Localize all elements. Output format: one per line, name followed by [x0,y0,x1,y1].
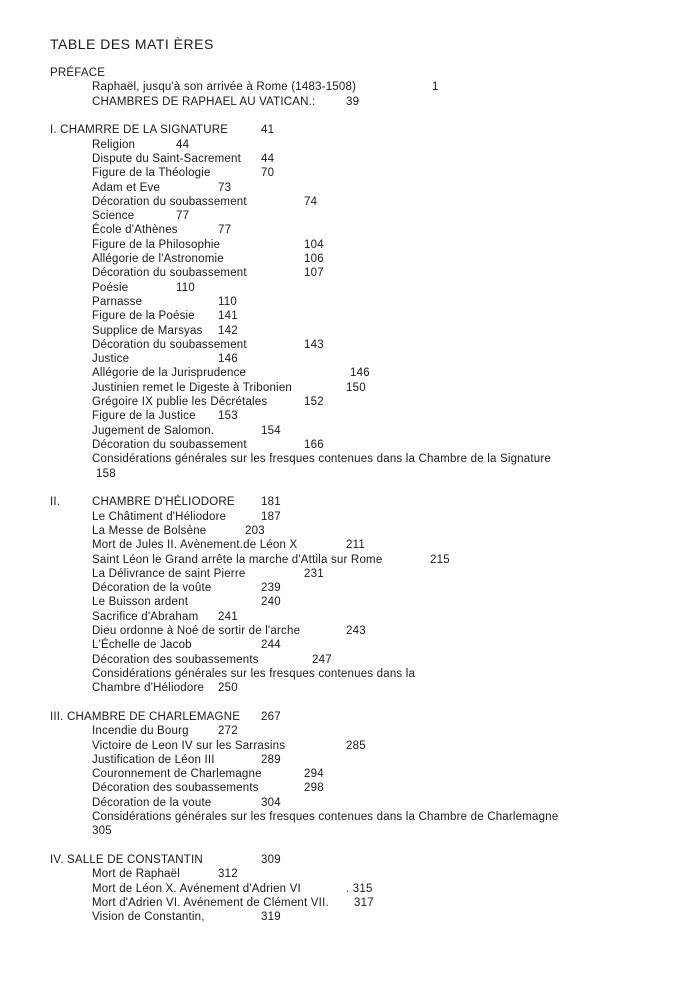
toc-entry [0,567,700,581]
section-preface [0,66,700,109]
toc-entry [0,80,700,94]
section-heading [0,853,700,867]
toc-entry [0,910,700,924]
section-heading-text: PRÉFACE [50,67,106,79]
entry-page: 272 [218,725,238,738]
entry-page: 110 [176,281,195,294]
toc-entry [0,595,700,609]
entry-page: 1 [432,81,439,94]
entry-page: 247 [312,653,332,666]
entry-title: Adam et Eve [92,181,161,194]
section-heading [0,710,700,724]
entry-title: Supplice de Marsyas [92,324,203,337]
entry-title: Figure de la Théologie [92,167,211,180]
entry-title: Science [92,210,135,223]
entry-page: 240 [261,596,281,609]
toc-entry [0,195,700,209]
entry-page: 146 [218,353,238,366]
toc-entry [0,867,700,881]
entry-page: 77 [176,210,190,223]
entry-title: Jugement de Salomon. [92,424,215,437]
entry-page: 285 [346,739,366,752]
toc-entry [0,395,700,409]
entry-page: 203 [245,524,265,537]
toc-entry [0,152,700,166]
toc-entry [0,681,700,695]
toc-entry [0,138,700,152]
entry-title: Figure de la Poésie [92,310,195,323]
toc-entry [0,724,700,738]
section-heading-text: IV. SALLE DE CONSTANTIN [50,854,203,867]
section-constantin [0,853,700,924]
toc-entry [0,653,700,667]
entry-title: Figure de la Philosophie [92,238,221,251]
entry-title: Victoire de Leon IV sur les Sarrasins [92,739,286,752]
entry-title: Incendie du Bourg [92,725,189,738]
entry-title: Raphaël, jusqu'à son arrivée à Rome (1483-1508) [92,81,357,94]
entry-title: Justice [92,353,130,366]
entry-page: 289 [261,753,281,766]
entry-page: 154 [261,424,281,437]
entry-page: 73 [218,181,232,194]
toc-entry [0,281,700,295]
entry-page: 239 [261,582,281,595]
entry-title: Religion [92,138,136,151]
entry-title: Chambre d'Héliodore [92,682,205,695]
entry-page: 70 [261,167,275,180]
entry-page: 77 [218,224,232,237]
entry-page: 317 [354,897,374,910]
entry-title: Saint Léon le Grand arrête la marche d'Attila sur Rome [92,553,383,566]
entry-page: 244 [261,639,281,652]
entry-page: 312 [218,868,238,881]
entry-title: Considérations générales sur les fresques contenues dans la Chambre de Charlemagne [92,811,559,824]
toc-entry [0,538,700,552]
toc-entry [0,309,700,323]
section-heading-text: CHAMBRE D'HÉLIODORE [92,496,235,509]
entry-title: Allégorie de l'Astronomie [92,253,224,266]
entry-title: Justinien remet le Digeste à Tribonien [92,381,293,394]
entry-title: Décoration du soubassement [92,338,247,351]
section-heading [0,66,700,80]
toc-entry [0,638,700,652]
toc-entry [0,581,700,595]
entry-title: Le Châtiment d'Héliodore [92,510,227,523]
entry-page: 150 [346,381,366,394]
table-of-contents [0,66,700,939]
entry-page: 39 [346,95,360,108]
entry-title: Décoration du soubassement [92,267,247,280]
entry-title: Vision de Constantin, [92,911,205,924]
toc-entry [0,166,700,180]
toc-entry [0,524,700,538]
page-title: TABLE DES MATI ÈRES [50,36,214,52]
toc-entry [0,810,700,824]
toc-entry [0,510,700,524]
entry-title: L'Échelle de Jacob [92,639,192,652]
section-heading [0,495,700,509]
entry-page: 152 [304,396,324,409]
entry-title: Décoration des soubassements [92,782,259,795]
entry-page: 142 [218,324,238,337]
toc-entry [0,266,700,280]
toc-entry-continuation [0,467,700,481]
entry-title: Mort d'Adrien VI. Avénement de Clément VII. [92,897,329,910]
entry-page: 319 [261,911,281,924]
toc-entry [0,223,700,237]
toc-entry [0,781,700,795]
toc-entry [0,352,700,366]
section-signature [0,123,700,480]
entry-title: Figure de la Justice [92,410,196,423]
entry-title: Mort de Jules II. Avènement.de Léon X [92,539,298,552]
toc-entry [0,381,700,395]
toc-entry [0,366,700,380]
entry-page: . 315 [346,882,373,895]
section-heading-number: II. [50,496,61,509]
entry-title: Justification de Léon III [92,753,215,766]
toc-entry [0,252,700,266]
entry-title: Mort de Raphaël [92,868,181,881]
entry-page: 143 [304,338,324,351]
entry-page: 211 [346,539,365,552]
entry-title: Mort de Léon X. Avénement d'Adrien VI [92,882,301,895]
entry-title: École d'Athènes [92,224,178,237]
section-heading-text: III. CHAMBRE DE CHARLEMAGNE [50,710,241,723]
section-heading-text: I. CHAMRRE DE LA SIGNATURE [50,124,229,137]
entry-title: La Délivrance de saint Pierre [92,567,246,580]
entry-title: Dieu ordonne à Noé de sortir de l'arche [92,624,301,637]
entry-page: 158 [96,467,116,480]
toc-entry [0,739,700,753]
entry-title: Parnasse [92,295,143,308]
entry-page: 146 [350,367,370,380]
toc-entry [0,238,700,252]
entry-title: Couronnement de Charlemagne [92,768,262,781]
entry-title: Poésie [92,281,129,294]
section-heading-page: 181 [261,496,281,509]
entry-page: 153 [218,410,238,423]
entry-page: 187 [261,510,281,523]
entry-title: Décoration de la voûte [92,582,212,595]
entry-title: Décoration du soubassement [92,438,247,451]
entry-page: 294 [304,768,324,781]
toc-entry [0,767,700,781]
toc-entry [0,624,700,638]
section-heading-page: 309 [261,854,281,867]
entry-page: 74 [304,195,318,208]
entry-page: 304 [261,796,281,809]
toc-entry [0,896,700,910]
section-heliodore [0,495,700,695]
toc-entry [0,295,700,309]
entry-page: 44 [176,138,190,151]
entry-title: Dispute du Saint-Sacrement [92,152,242,165]
section-heading-page: 267 [261,710,281,723]
entry-title: Décoration du soubassement [92,195,247,208]
entry-title: Décoration des soubassements [92,653,259,666]
entry-page: 141 [218,310,238,323]
entry-page: 215 [430,553,450,566]
entry-page: 44 [261,152,275,165]
toc-entry [0,438,700,452]
entry-page: 110 [218,295,237,308]
entry-title: Décoration de la voute [92,796,212,809]
entry-page: 107 [304,267,324,280]
entry-page: 305 [92,825,112,838]
entry-page: 106 [304,253,324,266]
toc-entry [0,424,700,438]
toc-entry [0,882,700,896]
toc-entry [0,452,700,466]
entry-title: Allégorie de la Jurisprudence [92,367,247,380]
toc-entry [0,553,700,567]
entry-page: 298 [304,782,324,795]
toc-entry-continuation [0,824,700,838]
toc-entry [0,753,700,767]
entry-title: Grégoire IX publie les Décrétales [92,396,268,409]
entry-title: Sacrifice d'Abraham [92,610,199,623]
entry-title: La Messe de Bolsène [92,524,207,537]
toc-entry [0,338,700,352]
entry-page: 241 [218,610,238,623]
toc-entry [0,796,700,810]
toc-entry [0,324,700,338]
entry-page: 231 [304,567,324,580]
toc-entry [0,667,700,681]
toc-entry [0,610,700,624]
entry-page: 104 [304,238,324,251]
toc-entry [0,95,700,109]
section-heading-page: 41 [261,124,275,137]
entry-page: 243 [346,624,366,637]
section-charlemagne [0,710,700,839]
entry-title: CHAMBRES DE RAPHAEL AU VATICAN.: [92,95,316,108]
entry-title: Considérations générales sur les fresques contenues dans la Chambre de la Signature [92,453,551,466]
entry-title: Considérations générales sur les fresques contenues dans la [92,667,416,680]
section-heading [0,123,700,137]
entry-title: Le Buisson ardent [92,596,189,609]
toc-entry [0,409,700,423]
entry-page: 166 [304,438,324,451]
toc-entry [0,181,700,195]
entry-page: 250 [218,682,238,695]
toc-entry [0,209,700,223]
